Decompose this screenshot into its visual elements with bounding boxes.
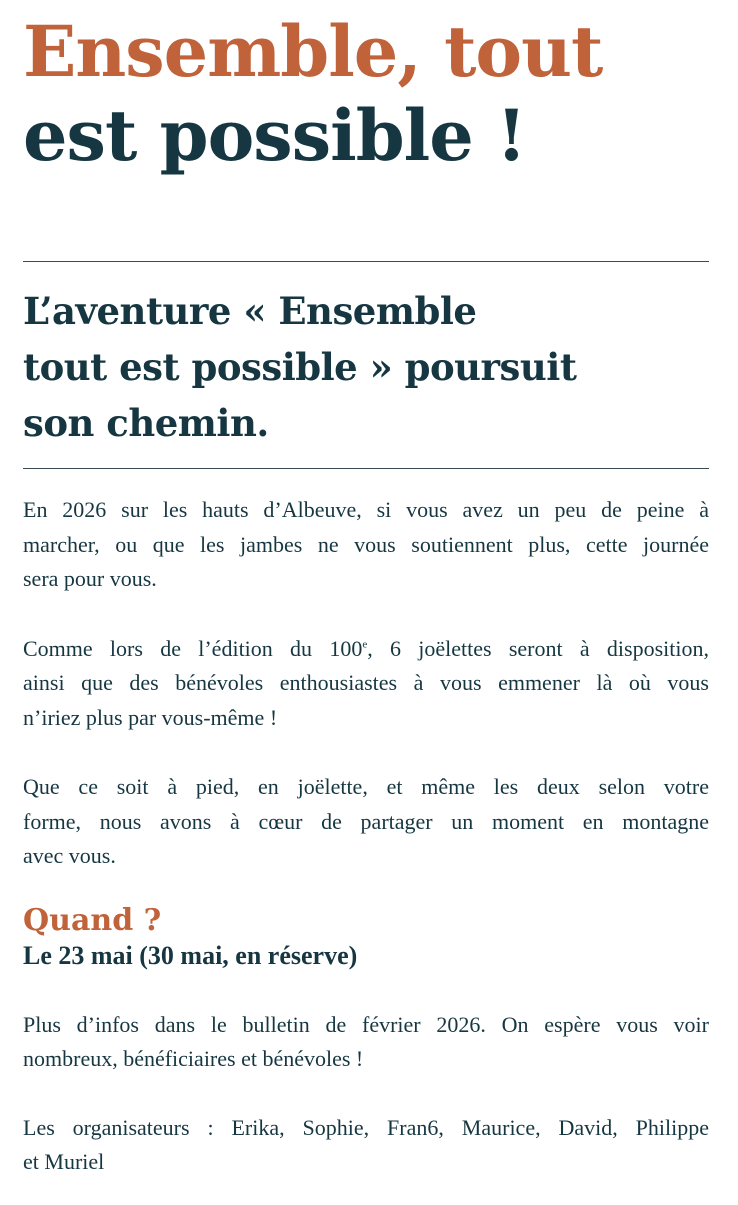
- main-title: [23, 0, 709, 178]
- paragraph-joelettes-line-3: n’iriez plus par vous-même !: [23, 704, 278, 730]
- joelettes-text: , 6 joëlettes seront à disposition,: [367, 635, 710, 661]
- paragraph-joelettes-line-2: ainsi que des bénévoles enthousiastes à vous emmener là où vous: [23, 670, 709, 695]
- paragraph-montagne-line-2: forme, nous avons à cœur de partager un moment en montagne: [23, 808, 709, 834]
- paragraph-joelettes: [23, 632, 709, 736]
- document-page: [23, 0, 709, 1180]
- subtitle-line-1: L’aventure « Ensemble: [23, 289, 477, 333]
- paragraph-intro: [23, 493, 709, 597]
- paragraph-organisateurs-line-2: et Muriel: [23, 1149, 105, 1174]
- edition-superscript: e: [362, 638, 368, 651]
- paragraph-joelettes-line-1: [23, 632, 709, 667]
- subtitle: [23, 262, 709, 468]
- paragraph-montagne-line-1: Que ce soit à pied, en joëlette, et même les deux selon votre: [23, 774, 709, 799]
- bottom-divider: [23, 468, 709, 469]
- paragraph-infos-line-2: nombreux, bénéficiaires et bénévoles !: [23, 1046, 364, 1071]
- paragraph-intro-line-2: marcher, ou que les jambes ne vous soutiennent plus, cette journée: [23, 531, 709, 557]
- main-title-line-2: est possible !: [23, 94, 526, 177]
- paragraph-infos-line-1: Plus d’infos dans le bulletin de février 2026. On espère vous voir: [23, 1011, 709, 1037]
- paragraph-intro-line-3: sera pour vous.: [23, 566, 157, 591]
- paragraph-intro-line-1: En 2026 sur les hauts d’Albeuve, si vous avez un peu de peine à: [23, 497, 709, 522]
- main-title-line-1: Ensemble, tout: [23, 10, 603, 93]
- edition-text: Comme lors de l’édition du 100: [23, 635, 363, 661]
- when-heading: Quand ?: [23, 902, 162, 938]
- paragraph-organisateurs: [23, 1111, 709, 1180]
- paragraph-montagne: [23, 770, 709, 874]
- subtitle-line-3: son chemin.: [23, 401, 269, 445]
- subtitle-line-2: tout est possible » poursuit: [23, 345, 577, 389]
- paragraph-organisateurs-line-1: Les organisateurs : Erika, Sophie, Fran6, Maurice, David, Philippe: [23, 1114, 709, 1140]
- paragraph-montagne-line-3: avec vous.: [23, 843, 116, 868]
- paragraph-infos: [23, 1008, 709, 1077]
- event-date: Le 23 mai (30 mai, en réserve): [23, 940, 358, 970]
